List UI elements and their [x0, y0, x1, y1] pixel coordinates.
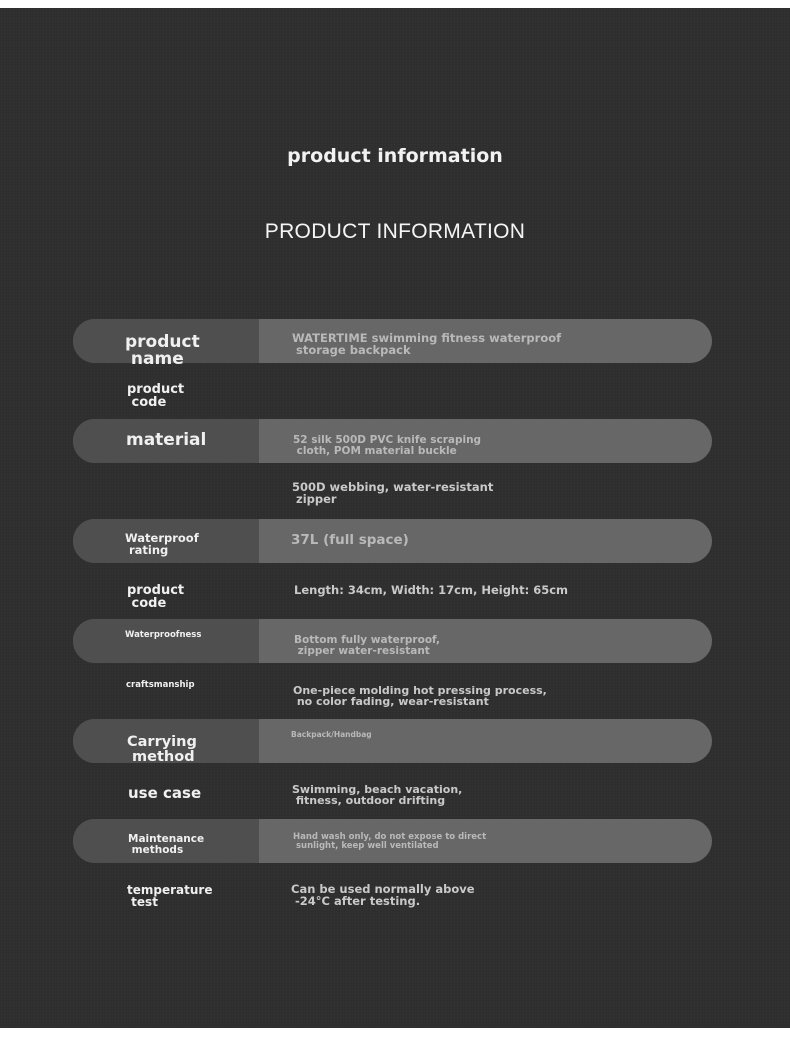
row-value-use-case: Swimming, beach vacation, fitness, outdoor drifting — [292, 783, 463, 807]
row-label-craftsmanship: craftsmanship — [126, 680, 195, 690]
row-value-waterproof-rating: 37L (full space) — [291, 532, 409, 548]
row-value-temperature-test: Can be used normally above -24°C after testing. — [291, 882, 475, 908]
row-label-temperature-test: temperature test — [127, 883, 213, 909]
row-value-craftsmanship: One-piece molding hot pressing process, no color fading, wear-resistant — [293, 684, 547, 708]
row-value-material: 52 silk 500D PVC knife scraping cloth, POM material buckle — [293, 434, 482, 457]
page-title: product information — [287, 145, 503, 167]
row-label-maintenance: Maintenance methods — [128, 833, 205, 856]
row-value-carrying-method: Backpack/Handbag — [291, 730, 372, 739]
row-label-waterproof-rating: Waterproof rating — [125, 531, 199, 557]
row-label-product-name: product name — [125, 332, 200, 369]
row-label-waterproofness: Waterproofness — [125, 630, 202, 640]
row-value-waterproofness: Bottom fully waterproof, zipper water-resistant — [294, 634, 441, 657]
row-label-carrying-method: Carrying method — [127, 734, 197, 765]
row-value-dimensions: Length: 34cm, Width: 17cm, Height: 65cm — [294, 583, 569, 597]
row-label-product-code-2: product code — [127, 583, 185, 611]
row-label-use-case: use case — [128, 784, 202, 802]
row-value-product-name: WATERTIME swimming fitness waterproof storage backpack — [292, 331, 562, 357]
row-label-material: material — [126, 430, 207, 450]
page-subtitle: PRODUCT INFORMATION — [264, 220, 526, 243]
row-value-maintenance: Hand wash only, do not expose to direct sunlight, keep well ventilated — [293, 832, 487, 851]
row-label-product-code: product code — [127, 382, 185, 410]
row-value-webbing: 500D webbing, water-resistant zipper — [292, 480, 494, 506]
